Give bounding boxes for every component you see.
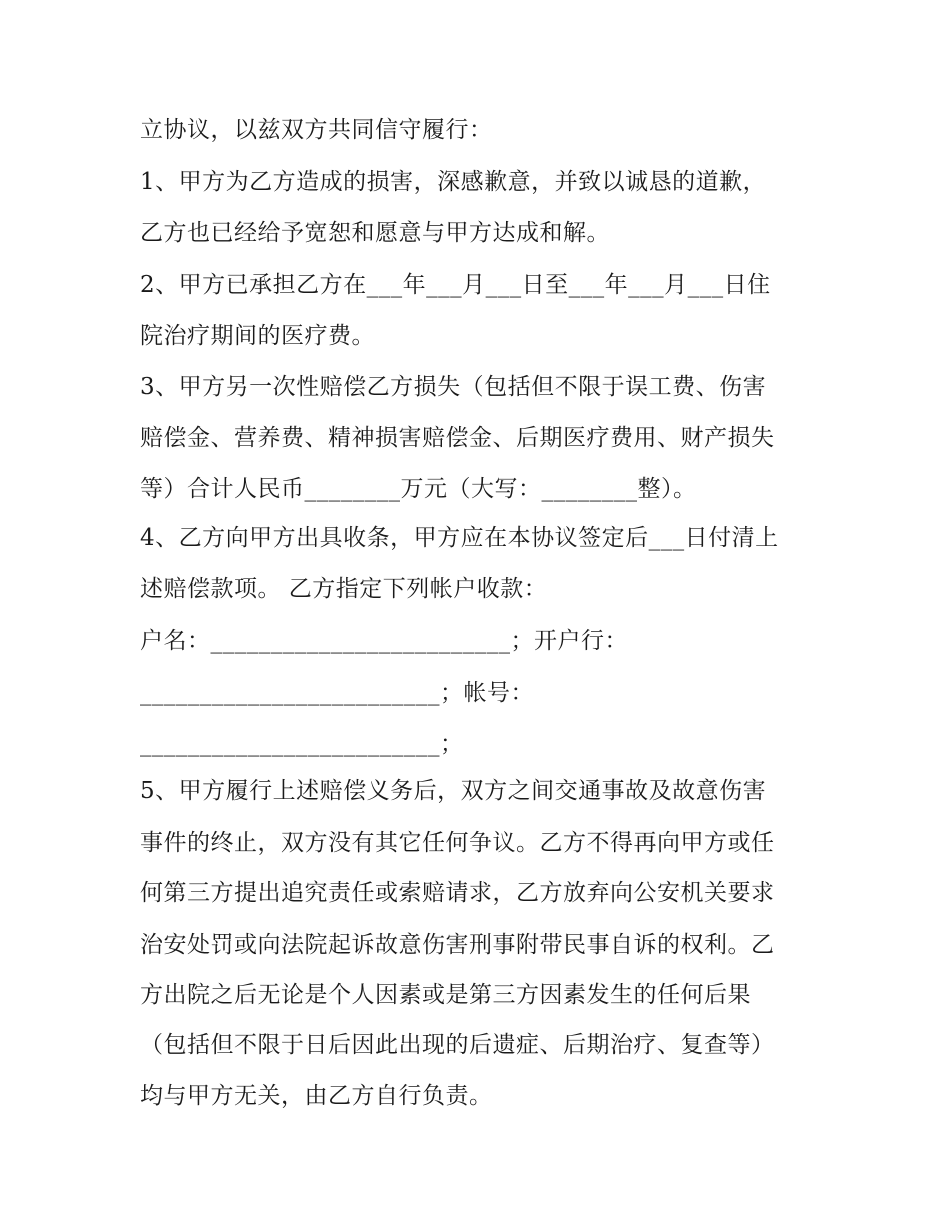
clause-5-line-3: 何第三方提出追究责任或索赔请求，乙方放弃向公安机关要求 bbox=[140, 880, 775, 906]
clause-5-line-2: 事件的终止，双方没有其它任何争议。乙方不得再向甲方或任 bbox=[140, 830, 775, 856]
clause-1-line-2: 乙方也已经给予宽恕和愿意与甲方达成和解。 bbox=[140, 220, 610, 246]
clause-1-line-1: 1、甲方为乙方造成的损害，深感歉意，并致以诚恳的道歉， bbox=[140, 169, 767, 195]
clause-5-line-7: 均与甲方无关，由乙方自行负责。 bbox=[140, 1083, 493, 1109]
clause-4-line-1: 4、乙方向甲方出具收条，甲方应在本协议签定后___日付清上 bbox=[140, 525, 779, 551]
clause-2-line-1: 2、甲方已承担乙方在___年___月___日至___年___月___日住 bbox=[140, 272, 771, 298]
account-bank-line: _________________________；帐号： bbox=[140, 680, 534, 706]
clause-3-line-2: 赔偿金、营养费、精神损害赔偿金、后期医疗费用、财产损失 bbox=[140, 425, 775, 451]
clause-5-line-1: 5、甲方履行上述赔偿义务后，双方之间交通事故及故意伤害 bbox=[140, 778, 767, 804]
account-name-line: 户名：_________________________；开户行： bbox=[140, 628, 628, 654]
clause-5-line-6: （包括但不限于日后因此出现的后遗症、后期治疗、复查等） bbox=[140, 1032, 775, 1058]
clause-3-line-3: 等）合计人民币________万元（大写：________整）。 bbox=[140, 476, 697, 502]
clause-5-line-5: 方出院之后无论是个人因素或是第三方因素发生的任何后果 bbox=[140, 982, 751, 1008]
clause-5-line-4: 治安处罚或向法院起诉故意伤害刑事附带民事自诉的权利。乙 bbox=[140, 932, 775, 958]
account-number-line: _________________________； bbox=[140, 731, 464, 757]
clause-4-line-2: 述赔偿款项。 乙方指定下列帐户收款： bbox=[140, 576, 548, 602]
line-intro: 立协议，以兹双方共同信守履行： bbox=[140, 117, 493, 143]
clause-3-line-1: 3、甲方另一次性赔偿乙方损失（包括但不限于误工费、伤害 bbox=[140, 374, 767, 400]
clause-2-line-2: 院治疗期间的医疗费。 bbox=[140, 323, 375, 349]
